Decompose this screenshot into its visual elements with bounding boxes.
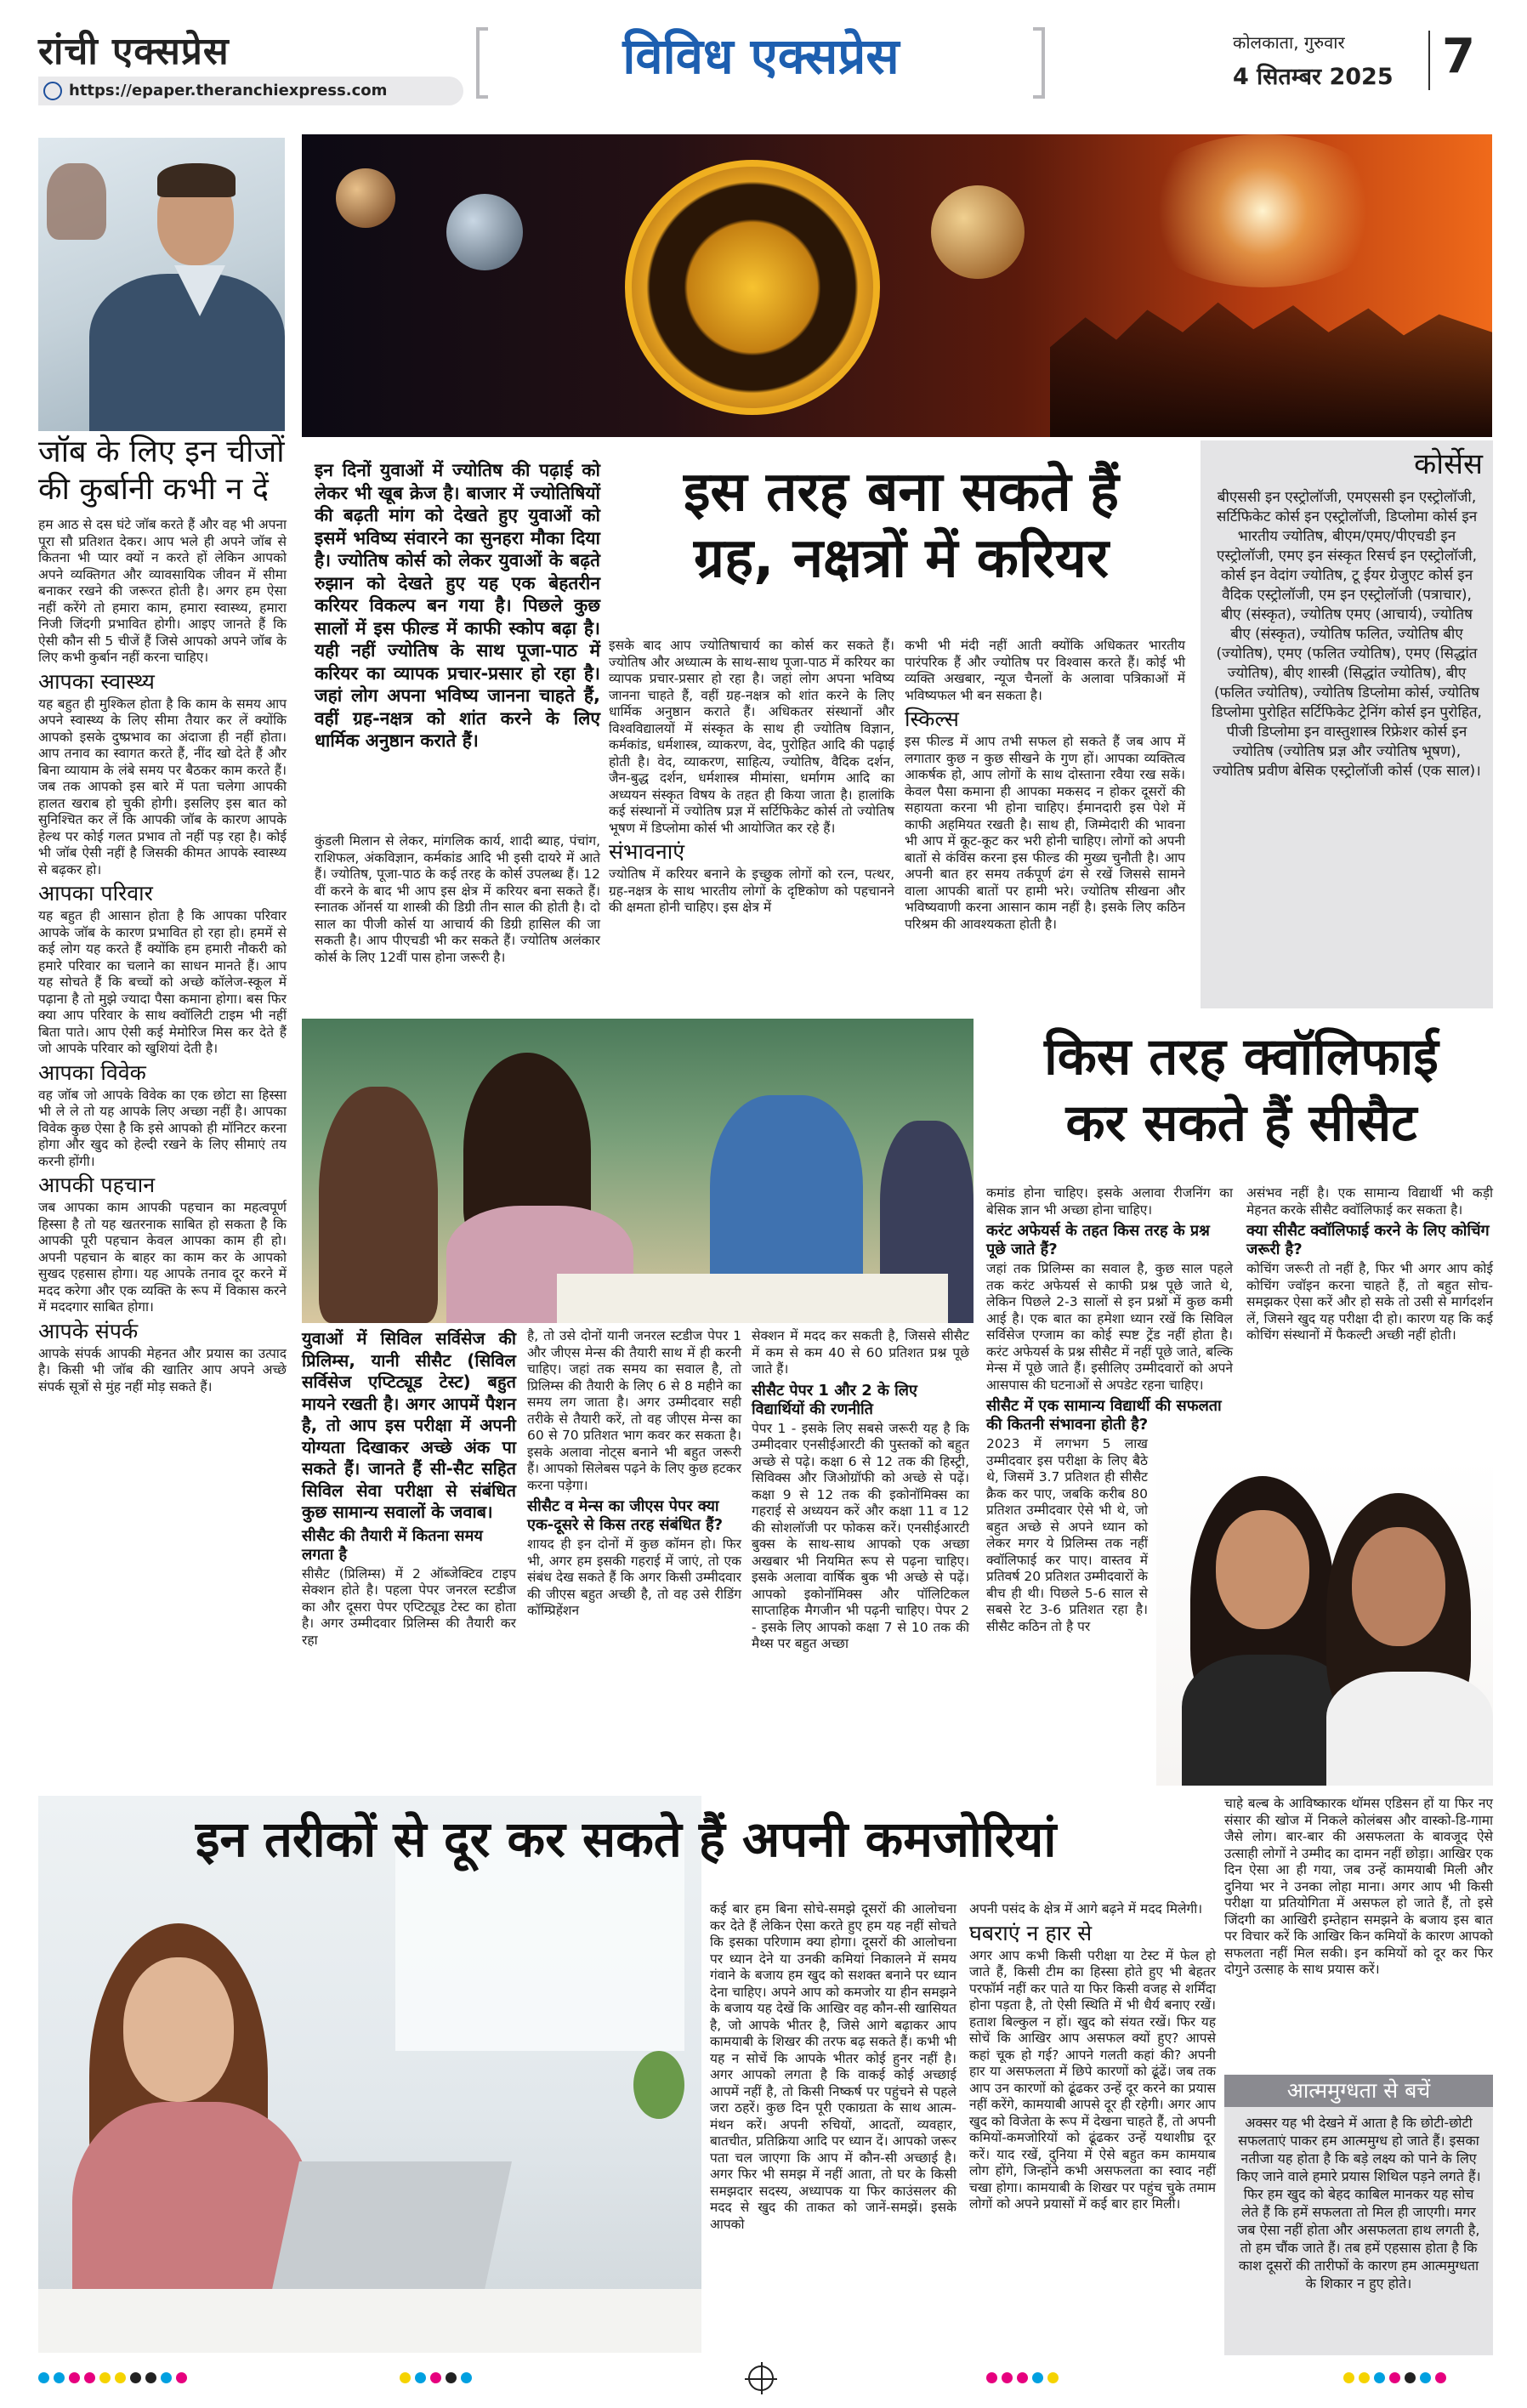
csat-col2 [527, 1328, 741, 1620]
csat-lead: युवाओं में सिविल सर्विसेज की प्रिलिम्स, यानी सीसैट (सिविल सर्विसेज एप्टिट्यूड टेस्ट) बहुत मायने रखती है। अगर आपमें पैशन है, तो आप इस परीक्षा में अपनी योग्यता दिखाकर अच्छे अंक पा सकते हैं। जानते हैं सी-सैट सहित सिविल सेवा परीक्षा से संबंधित कुछ सामान्य सवालों के जवाब। [302, 1328, 516, 1522]
two-women-photo [1156, 1459, 1493, 1786]
man-shirt [89, 274, 285, 431]
left-intro: हम आठ से दस घंटे जॉब करते हैं और वह भी अपना पूरा सौ प्रतिशत देकर। आप भले ही अपने जॉब से कितना भी प्यार क्यों न करते हों लेकिन आपको अपने व्यक्तिगत और व्यावसायिक जीवन में सीमा बनाकर रखने की जरूरत होती है। अगर हम ऐसा नहीं करेंगे तो हमारा काम, हमारा स्वास्थ्य, हमारा निजी जिंदगी प्रभावित होगी। आइए जानते हैं कि ऐसी कौन सी 5 चीजें हैं जिसे आपको अपने जॉब के लिए कभी कुर्बान नहीं करना चाहिए। [38, 517, 287, 665]
color-bar-right [1343, 2372, 1446, 2383]
color-bar-mid-right [986, 2372, 1059, 2383]
csat-col5-body: असंभव नहीं है। एक सामान्य विद्यार्थी भी कड़ी मेहनत करके सीसैट क्वॉलिफाई कर सकता है। [1246, 1185, 1493, 1218]
color-dot [69, 2372, 80, 2383]
page-number: 7 [1442, 29, 1475, 84]
left-body-health: यह बहुत ही मुश्किल होता है कि काम के समय आप अपने स्वास्थ्य के लिए सीमा तैयार कर लें क्योंकि आपको इसके दुष्प्रभाव का अंदाजा ही नहीं होता। आप तनाव का स्वागत करते हैं, नींद खो देते हैं और बिना व्यायाम के लंबे समय पर बैठकर काम करते हैं। जब तक आपको इस बारे में पता चलेगा आपकी हालत खराब हो चुकी होगी। इसलिए इस बात को सुनिश्चित कर लें कि आपकी जॉब के कारण आपके हेल्थ पर कोई गलत प्रभाव तो नहीं पड़ रहा है। कोई भी जॉब ऐसी नहीं है जिसकी कीमत आपके स्वास्थ्य से बढ़कर हो। [38, 696, 287, 877]
csat-a6: कोचिंग जरूरी तो नहीं है, फिर भी अगर आप कोई कोचिंग ज्वॉइन करना चाहते हैं, तो बहुत सोच-समझकर ऐसा करें और हो सके तो उसी से मार्गदर्शन लें, जिसने खुद यह परीक्षा दी हो। कारण यह कि कई कोचिंग संस्थानों में फैकल्टी अच्छी नहीं होती। [1246, 1261, 1493, 1343]
csat-col4-body: कमांड होना चाहिए। इसके अलावा रीजनिंग का बेसिक ज्ञान भी अच्छा होना चाहिए। [986, 1185, 1233, 1218]
registration-mark-v [761, 2362, 763, 2394]
csat-col3 [752, 1328, 969, 1653]
color-dot [130, 2372, 141, 2383]
weakness-col3: चाहे बल्ब के आविष्कारक थॉमस एडिसन हों या फिर नए संसार की खोज में निकले कोलंबस और वास्को-डि-गामा जैसे लोग। बार-बार की असफलता के बावजूद ऐसे उत्साही लोगों ने उम्मीद का दामन नहीं छोड़ा। आखिर एक दिन ऐसा आ ही गया, जब उन्हें कामयाबी मिली और दुनिया भर ने उनका लोहा माना। अगर आप भी किसी परीक्षा या प्रतियोगिता में असफल हो जाते हैं, तो इसे जिंदगी का आखिरी इम्तेहान समझने के बजाय इस बात पर विचार करें कि आखिर किन कमियों के कारण आपको सफलता नहीं मिल सकी। इन कमियों को दूर कर फिर दोगुने उत्साह के साथ प्रयास करें। [1224, 1796, 1493, 1977]
zodiac-wheel-icon [625, 160, 880, 415]
student-left [319, 1087, 438, 1323]
color-dot [430, 2372, 441, 2383]
color-dot [1405, 2372, 1416, 2383]
self-admiration-box [1224, 2075, 1493, 2355]
csat-col5 [1246, 1185, 1493, 1344]
left-headline: जॉब के लिए इन चीजों की कुर्बानी कभी न दें [38, 434, 285, 507]
left-body-family: यह बहुत ही आसान होता है कि आपका परिवार आपके जॉब के कारण प्रभावित हो रहा हो। हममें से कई लोग यह करते हैं क्योंकि हम हमारी नौकरी को हमारे परिवार का चलाने का साधन मानते हैं। आप यह सोचते हैं कि बच्चों को अच्छे कॉलेज-स्कूल में पढ़ाना है तो मुझे ज्यादा पैसा कमाना होगा। बस फिर क्या आप परिवार के साथ क्वॉलिटी टाइम भी नहीं बिता पाते। आप ऐसी कई मेमोरिज मिस कर देते हैं जो आपके परिवार को खुशियां देती है। [38, 908, 287, 1056]
astro-col3 [905, 638, 1185, 933]
csat-a3: पेपर 1 - इसके लिए सबसे जरूरी यह है कि उम्मीदवार एनसीईआरटी की पुस्तकों को बहुत अच्छे से पढ़े। कक्षा 6 से 12 तक की हिस्ट्री, सिविक्स और जिओग्रॉफी को अच्छे से पढ़ें। कक्षा 9 से 12 तक की इकोनॉमिक्स का गहराई से अध्ययन करें और कक्षा 11 व 12 की सोशलॉजी पर फोकस करें। एनसीईआरटी बुक्स के साथ-साथ आपको एक अच्छा अखबार भी नियमित रूप से पढ़ना चाहिए। इसके अलावा वार्षिक बुक भी अच्छे से पढ़ें। आपको इकोनॉमिक्स और पॉलिटिकल साप्ताहिक मैगजीन भी पढ़नी चाहिए। पेपर 2 - इसके लिए आपको कक्षा 7 से 10 तक की मैथ्स पर बहुत अच्छा [752, 1420, 969, 1651]
color-dot [1002, 2372, 1013, 2383]
color-dot [1389, 2372, 1400, 2383]
planet-2 [446, 194, 523, 270]
courses-title: कोर्सेस [1414, 447, 1483, 481]
planet-1 [336, 168, 395, 228]
astro-headline-line2: ग्रह, नक्षत्रों में करियर [693, 527, 1110, 590]
astro-headline [612, 459, 1190, 592]
color-dot [400, 2372, 411, 2383]
weakness-col2-defeat: अगर आप कभी किसी परीक्षा या टेस्ट में फेल हो जाते हैं, किसी टीम का हिस्सा होते हुए भी बेहतर परफॉर्म नहीं कर पाते या फिर किसी वजह से शर्मिंदा होना पड़ता है, तो ऐसी स्थिति में भी धैर्य बनाए रखें। हताश बिल्कुल न हों। खुद को संयत रखें। फिर यह सोचें कि आखिर आप असफल क्यों हुए? आपसे कहां चूक हो गई? आपने गलती कहां की? अपनी हार या असफलता में छिपे कारणों को ढूंढें। जब तक आप उन कारणों को ढूंढकर उन्हें दूर करने का प्रयास नहीं करेंगे, कामयाबी आपसे दूर ही रहेगी। अगर आप खुद को विजेता के रूप में देखना चाहते हैं, तो अपनी कमियों-कमजोरियों को ढूंढकर उन्हें यथाशीघ्र दूर करें। याद रखें, दुनिया में ऐसे बहुत कम कामयाब लोग होंगे, जिन्होंने कभी असफलता का स्वाद नहीं चखा होगा। कामयाबी के शिखर पर पहुंच चुके तमाम लोगों को अपने प्रयासों में कई बार हार मिली। [969, 1947, 1216, 2212]
left-body-conscience: वह जॉब जो आपके विवेक का एक छोटा सा हिस्सा भी ले ले तो यह आपके लिए अच्छा नहीं है। आपका विवेक कुछ ऐसा है कि इसे आपको ही मॉनिटर करना होगा और खुद को हेल्दी रखने के लिए सीमाएं तय करनी होंगी। [38, 1087, 287, 1169]
color-dot [1047, 2372, 1059, 2383]
csat-headline-line2: कर सकते हैं सीसैट [1065, 1093, 1417, 1153]
color-dot [115, 2372, 126, 2383]
color-bar-mid-left [400, 2372, 472, 2383]
self-admiration-title: आत्ममुग्धता से बचें [1286, 2078, 1431, 2103]
astrology-banner [302, 134, 1492, 437]
color-dot [446, 2372, 457, 2383]
astro-col2-prospects: ज्योतिष में करियर बनाने के इच्छुक लोगों को रत्न, पत्थर, ग्रह-नक्षत्र के साथ भारतीय लोगों के दृष्टिकोण को पहचानने की क्षमता होनी चाहिए। इस क्षेत्र में [609, 866, 894, 915]
woman-left-face [1216, 1510, 1309, 1629]
astro-lead: इन दिनों युवाओं में ज्योतिष की पढ़ाई को लेकर भी खूब क्रेज है। बाजार में ज्योतिषियों की बढ़ती मांग को देखते हुए युवाओं को इसमें भविष्य संवारने का सुनहरा मौका दिया है। ज्योतिष कोर्स को लेकर युवाओं के बढ़ते रुझान को देखते हुए यह एक बेहतरीन करियर विकल्प बन गया है। पिछले कुछ सालों में इस फील्ड में काफी स्कोप बढ़ा है। यही नहीं ज्योतिष के साथ पूजा-पाठ में करियर का व्यापक प्रचार-प्रसार हो रहा है। जहां लोग अपना भविष्य जानना चाहते हैं, वहीं ग्रह-नक्षत्र को शांत करने के लिए धार्मिक अनुष्ठान कराते हैं। [315, 460, 600, 751]
color-dot [986, 2372, 997, 2383]
globe-icon [43, 82, 62, 100]
section-title: विविध एक्सप्रेस [622, 27, 900, 85]
laptop [270, 2161, 512, 2297]
astro-sub-prospects: संभावनाएं [609, 839, 685, 864]
self-admiration-title-bar [1224, 2075, 1493, 2107]
color-dot [1435, 2372, 1446, 2383]
date-line: 4 सितम्बर 2025 [1233, 64, 1394, 90]
left-column [38, 434, 287, 1395]
planet-3 [931, 185, 1025, 279]
woman-background-figure [47, 163, 106, 240]
site-url[interactable]: https://epaper.theranchiexpress.com [69, 82, 388, 99]
astro-col1: कुंडली मिलान से लेकर, मांगलिक कार्य, शादी ब्याह, पंचांग, राशिफल, अंकविज्ञान, कर्मकांड आदि भी इसी दायरे में आते हैं। ज्योतिष, पूजा-पाठ के कई तरह के कोर्स उपलब्ध हैं। 12 वीं करने के बाद भी आप इस क्षेत्र में करियर बना सकते हैं। स्नातक ऑनर्स या शास्त्री की डिग्री तीन साल की होती है। दो साल का पीजी कोर्स या आचार्य की डिग्री हासिल की जा सकती है। आप पीएचडी भी कर सकते हैं। ज्योतिष अलंकार कोर्स के लिए 12वीं पास होना जरूरी है। [315, 833, 600, 965]
light-burst [1135, 134, 1390, 287]
woman-face [123, 1957, 234, 2102]
color-dot [1420, 2372, 1431, 2383]
csat-col1 [302, 1328, 516, 1649]
self-admiration-body: अक्सर यह भी देखने में आता है कि छोटी-छोटी सफलताएं पाकर हम आत्ममुग्ध हो जाते हैं। इसका नतीजा यह होता है कि बड़े लक्ष्य को पाने के लिए किए जाने वाले हमारे प्रयास शिथिल पड़ने लगते हैं। फिर हम खुद को बेहद काबिल मानकर यह सोच लेते हैं कि हमें सफलता तो मिल ही जाएगी। मगर जब ऐसा नहीं होता और असफलता हाथ लगती है, तो हम चौंक जाते हैं। तब हमें एहसास होता है कि काश दूसरों की तारीफों के कारण हम आत्ममुग्धता के शिकार न हुए होते। [1236, 2115, 1481, 2292]
weakness-headline: इन तरीकों से दूर कर सकते हैं अपनी कमजोरियां [196, 1810, 1057, 1868]
astro-col2-body: इसके बाद आप ज्योतिषाचार्य का कोर्स कर सकते हैं। ज्योतिष और अध्यात्म के साथ-साथ पूजा-पाठ में करियर का व्यापक प्रचार-प्रसार हो रहा है। जहां लोग अपना भविष्य जानना चाहते हैं, वहीं ग्रह-नक्षत्र को शांत करने के लिए धार्मिक अनुष्ठान कराते हैं। अधिकतर संस्थानों और विश्वविद्यालयों में संस्कृत के साथ ही ज्योतिष विज्ञान, कर्मकांड, धर्मशास्त्र, व्याकरण, वेद, पुरोहित आदि की पढ़ाई होती है। वेद, व्याकरण, साहित्य, ज्योतिष, वैदिक दर्शन, जैन-बुद्ध दर्शन, धर्मशास्त्र मीमांसा, धर्मागम आदि का अध्ययन संस्कृत विषय के तहत ही किया जाता है। हालांकि कई संस्थानों में ज्योतिष प्रज्ञ में सर्टिफिकेट कोर्स तो ज्योतिष भूषण में डिप्लोमा कोर्स भी आयोजित कर रहे हैं। [609, 638, 894, 836]
csat-a5: 2023 में लगभग 5 लाख उम्मीदवार इस परीक्षा के लिए बैठे थे, जिसमें 3.7 प्रतिशत ही सीसैट क्रैक कर पाए, जबकि करीब 80 प्रतिशत उम्मीदवार ऐसे भी थे, जो बहुत अच्छे से अपने ध्यान को लेकर मगर ये प्रिलिम्स तक नहीं क्वॉलिफाई कर पाए। वास्तव में प्रतिवर्ष 20 प्रतिशत उम्मीदवारों के बीच ही थी। पिछले 5-6 साल से सबसे रेट 3-6 प्रतिशत रहा है। सीसैट कठिन तो है पर [986, 1436, 1148, 1634]
color-dot [1032, 2372, 1043, 2383]
color-dot [1374, 2372, 1385, 2383]
left-body-contacts: आपके संपर्क आपकी मेहनत और प्रयास का उत्पाद है। किसी भी जॉब की खातिर आप अपने अच्छे संपर्क सूत्रों से मुंह नहीं मोड़ सकते हैं। [38, 1345, 287, 1394]
bracket-left [476, 27, 488, 99]
plant [633, 2051, 684, 2119]
color-dot [84, 2372, 95, 2383]
color-dot [1343, 2372, 1354, 2383]
left-sub-family: आपका परिवार [38, 881, 153, 906]
csat-a1: सीसैट (प्रिलिम्स) में 2 ऑब्जेक्टिव टाइप सेक्शन होते है। पहला पेपर जनरल स्टडीज का और दूसरा पेपर एप्टिट्यूड टेस्ट का होता है। अगर उम्मीदवार प्रिलिम्स की तैयारी कर रहा [302, 1565, 516, 1648]
astro-col3-skills: इस फील्ड में आप तभी सफल हो सकते हैं जब आप में लगातार कुछ न कुछ सीखने के गुण हों। आपका व्यक्तित्व आकर्षक हो, आप लोगों के साथ दोस्ताना रवैया रख सकें। केवल पैसा कमाना ही आपका मकसद न होकर दूसरों की सहायता करना भी होना चाहिए। ईमानदारी इस पेशे में काफी अहमियत रखती है। साथ ही, जिम्मेदारी की भावना भी आप में कूट-कूट कर भरी होनी चाहिए। लोगों को अपनी बातों से कंविंस करना इस फील्ड की मुख्य चुनौती है। आप अपनी बात हर समय तर्कपूर्ण ढंग से रखें जिससे सामने वाला आपकी बातों पर हामी भरे। ज्योतिष सीखना और भविष्यवाणी करना आसान काम नहीं है। इसके लिए कठिन परिश्रम की आवश्यकता होती है। [905, 734, 1185, 932]
courses-box [1201, 440, 1493, 1008]
color-dot [145, 2372, 156, 2383]
csat-headline-line1: किस तरह क्वॉलिफाई [1044, 1027, 1439, 1087]
color-dot [1359, 2372, 1370, 2383]
paper-name: रांची एक्सप्रेस [38, 30, 230, 73]
csat-q1: सीसैट की तैयारी में कितना समय लगता है [302, 1526, 483, 1564]
woman-laptop-photo [38, 1796, 701, 2353]
left-sub-contacts: आपके संपर्क [38, 1318, 139, 1343]
crowd-silhouette [1050, 287, 1492, 437]
astro-col2 [609, 638, 894, 917]
man-photo [38, 138, 285, 431]
color-dot [461, 2372, 472, 2383]
color-dot [38, 2372, 49, 2383]
url-bar [38, 77, 463, 105]
weakness-sub-defeat: घबराएं न हार से [969, 1920, 1093, 1945]
csat-headline [986, 1024, 1496, 1156]
registration-mark-icon [748, 2365, 774, 2391]
csat-q5: सीसैट में एक सामान्य विद्यार्थी की सफलता की कितनी संभावना होती है? [986, 1397, 1222, 1434]
color-dot [99, 2372, 111, 2383]
csat-col2-body: है, तो उसे दोनों यानी जनरल स्टडीज पेपर 1 और जीएस मेन्स की तैयारी साथ में ही करनी चाहिए। जहां तक समय का सवाल है, तो प्रिलिम्स की तैयारी के लिए 6 से 8 महीने का समय लग जाता है। अगर उम्मीदवार सही तरीके से तैयारी करें, तो वह जीएस मेन्स का 60 से 70 प्रतिशत भाग कवर कर सकता है। इसके अलावा नोट्स बनाने भी बहुत जरूरी हैं। आपको सिलेबस पढ़ने के लिए कुछ हटकर करना पड़ेगा। [527, 1328, 741, 1493]
csat-col3-body: सेक्शन में मदद कर सकती है, जिससे सीसैट में कम से कम 40 से 60 प्रतिशत प्रश्न पूछे जाते हैं। [752, 1328, 969, 1377]
color-dot [415, 2372, 426, 2383]
csat-a2: शायद ही इन दोनों में कुछ कॉमन हो। फिर भी, अगर हम इसकी गहराई में जाएं, तो एक संबंध देख सकते हैं कि अगर किसी उम्मीदवार की जीएस बहुत अच्छी है, तो वह उसे रीडिंग कॉम्प्रिहेंशन [527, 1536, 741, 1618]
woman-right-top [1326, 1672, 1493, 1786]
page-divider [1428, 31, 1430, 90]
weakness-col2-body: अपनी पसंद के क्षेत्र में आगे बढ़ने में मदद मिलेगी। [969, 1901, 1203, 1917]
astro-sub-skills: स्किल्स [905, 707, 959, 731]
left-sub-health: आपका स्वास्थ्य [38, 668, 155, 694]
weakness-col1: कई बार हम बिना सोचे-समझे दूसरों की आलोचना कर देते हैं लेकिन ऐसा करते हुए हम यह नहीं सोचते कि इसका परिणाम क्या होगा। दूसरों की आलोचना पर ध्यान देने या उनकी कमियां निकालने में समय गंवाने के बजाय हम खुद को सशक्त बनाने पर ध्यान देना चाहिए। अपने आप को कमजोर या हीन समझने के बजाय यह देखें कि आखिर वह कौन-सी खासियत है, जो आपके भीतर है, जिसे आगे बढ़ाकर आप कामयाबी के शिखर की तरफ बढ़ सकते हैं। कभी भी यह न सोचें कि आपके भीतर कोई हुनर नहीं है। अगर आपको लगता है कि वाकई कोई अच्छाई आपमें नहीं है, तो किसी निष्कर्ष पर पहुंचने से पहले जरा ठहरें। कुछ दिन पूरी एकाग्रता के साथ आत्म-मंथन करें। अपनी रुचियों, आदतों, व्यवहार, बातचीत, प्रतिक्रिया आदि पर ध्यान दें। आपको जरूर पता चल जाएगा कि आप में कौन-सी अच्छाई है। अगर फिर भी समझ में नहीं आता, तो घर के किसी समझदार सदस्य, अध्यापक या फिर काउंसलर की मदद से खुद की ताकत को जानें-समझें। इसके आपको [710, 1901, 957, 2232]
csat-q6: क्या सीसैट क्वॉलिफाई करने के लिए कोचिंग जरूरी है? [1246, 1222, 1490, 1258]
bracket-right [1033, 27, 1045, 99]
color-dot [176, 2372, 187, 2383]
students-photo [302, 1019, 974, 1323]
left-sub-conscience: आपका विवेक [38, 1059, 146, 1085]
man-hair [157, 163, 236, 197]
csat-q3: सीसैट पेपर 1 और 2 के लिए विद्यार्थियों की रणनीति [752, 1381, 917, 1418]
csat-a4: जहां तक प्रिलिम्स का सवाल है, कुछ साल पहले तक करंट अफेयर्स से काफी प्रश्न पूछे जाते थे, लेकिन पिछले 2-3 सालों से इन प्रश्नों में कुछ कमी आई है। एक बात का हमेशा ध्यान रखें कि सिविल सर्विसेज एग्जाम का कोई स्पष्ट ट्रेंड नहीं होता है। करंट अफेयर्स के प्रश्न सीसैट में नहीं पूछे जाते, बल्कि मेन्स में पूछे जाते हैं। इसीलिए उम्मीदवारों को अपने आसपास की घटनाओं से अपडेट रहना चाहिए। [986, 1261, 1233, 1393]
csat-q4: करंट अफेयर्स के तहत किस तरह के प्रश्न पूछे जाते हैं? [986, 1222, 1210, 1258]
masthead [0, 0, 1527, 119]
csat-q2: सीसैट व मेन्स का जीएस पेपर क्या एक-दूसरे से किस तरह संबंधित हैं? [527, 1497, 724, 1534]
color-bar-left [38, 2372, 187, 2383]
weakness-col2 [969, 1901, 1216, 2213]
left-sub-identity: आपकी पहचान [38, 1173, 156, 1197]
desk [38, 2289, 701, 2353]
color-dot [1017, 2372, 1028, 2383]
courses-body: बीएससी इन एस्ट्रोलॉजी, एमएससी इन एस्ट्रोलॉजी, सर्टिफिकेट कोर्स इन एस्ट्रोलॉजी, डिप्लोमा कोर्स इन भारतीय ज्योतिष, बीएम/एमए/पीएचडी इन एस्ट्रोलॉजी, एमए इन संस्कृत रिसर्च इन एस्ट्रोलॉजी, कोर्स इन वेदांग ज्योतिष, टू ईयर ग्रेजुएट कोर्स इन वैदिक एस्ट्रोलॉजी, एम इन एस्ट्रोलॉजी (पत्राचार), बीए (संस्कृत), ज्योतिष एमए (आचार्य), ज्योतिष बीए (संस्कृत), ज्योतिष फलित, ज्योतिष बीए (ज्योतिष), एमए (फलित ज्योतिष), एमए (सिद्धांत ज्योतिष), बीए शास्त्री (सिद्धांत ज्योतिष), बीए (फलित ज्योतिष), ज्योतिष डिप्लोमा कोर्स, ज्योतिष डिप्लोमा पुरोहित सर्टिफिकेट ट्रेनिंग कोर्स इन पुरोहित, पीजी डिप्लोमा इन वास्तुशास्त्र रिफ्रेशर कोर्स इन ज्योतिष (ज्योतिष प्रज्ञ और ज्योतिष भूषण), ज्योतिष प्रवीण बेसिक एस्ट्रोलॉजी कोर्स (एक साल)। [1212, 489, 1482, 780]
color-dot [54, 2372, 65, 2383]
woman-right-face [1352, 1527, 1445, 1646]
astro-col3-body: कभी भी मंदी नहीं आती क्योंकि अधिकतर भारतीय पारंपरिक हैं और ज्योतिष पर विश्वास करते हैं। कोई भी व्यक्ति अखबार, न्यूज चैनलों के अलावा पत्रिकाओं में भविष्यफल भी बन सकता है। [905, 638, 1185, 703]
left-body-identity: जब आपका काम आपकी पहचान का महत्वपूर्ण हिस्सा है तो यह खतरनाक साबित हो सकता है कि आपकी पूरी पहचान केवल आपका काम ही हो। अपनी पहचान के बाहर का काम कर के आपको सुखद एहसास होगा। यह आपके तनाव दूर करने में मदद करेगा और एक व्यक्ति के रूप में विकास करने में मददगार साबित होगा। [38, 1200, 287, 1315]
desk-papers [557, 1274, 948, 1323]
astro-headline-line1: इस तरह बना सकते हैं [684, 461, 1119, 524]
city-day: कोलकाता, गुरुवार [1233, 32, 1345, 53]
color-dot [161, 2372, 172, 2383]
